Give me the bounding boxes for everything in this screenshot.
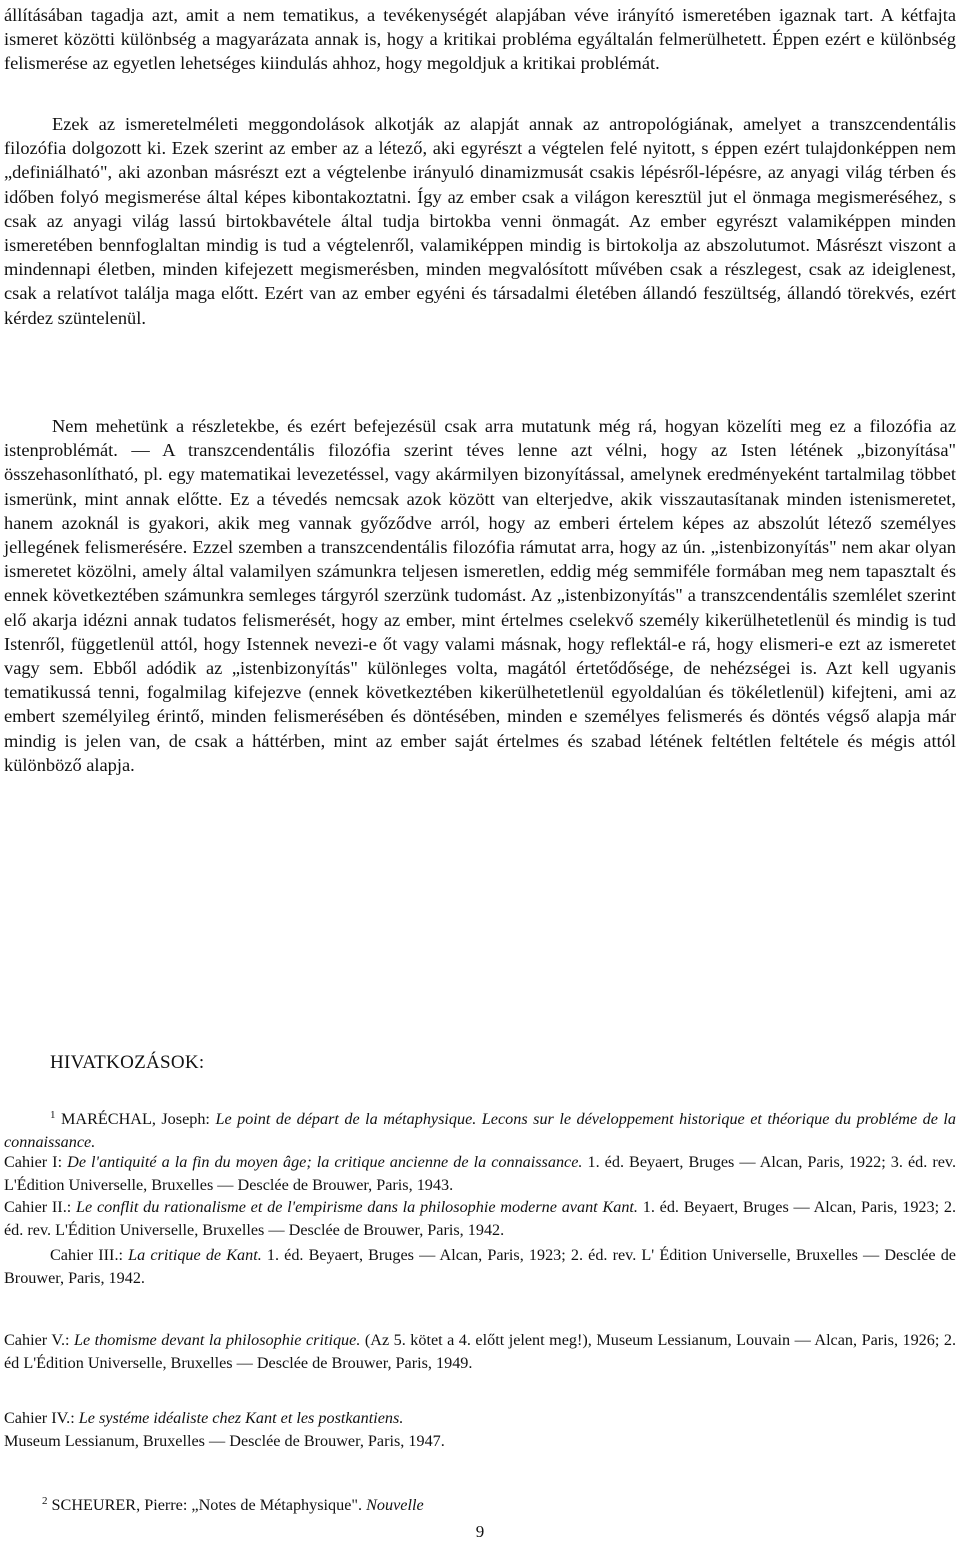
reference-label: Cahier V.: (4, 1331, 74, 1349)
reference-title: Nouvelle (366, 1496, 424, 1514)
paragraph-anthropology: Ezek az ismeretelméleti meggondolások alkotják az alapját annak az antropológiának, amelyet a transzcendentális filozófia dolgozott ki. Ezek szerint az ember az a létező, aki egyrészt a végtelen felé nyitott, s éppen ezért tulajdonképpen nem „definiálható", aki azonban másrészt ezt a végtelenbe irányuló dinamizmusát csakis lépésről-lépésre, az anyagi világ térben és időben folyó megismerése által képes kibontakoztatni. Így az ember csak a világon keresztül jut el önmaga megismeréséhez, s csak az anyagi világ lassú birtokbavétele által tudja birtokba venni önmagát. Az ember egyrészt valamiképpen minden ismeretében bennfoglaltan mindig is tud a végtelenről, valamiképpen mindig is birtokolja az abszolutumot. Másrészt viszont a mindennapi életben, minden kifejezett megismerésben, minden megvalósított művében csak a részlegest, csak az ideiglenest, csak a relatívot találja maga előtt. Ezért van az ember egyéni és társadalmi életében állandó feszültség, állandó törekvés, ezért kérdez szüntelenül. (4, 114, 956, 328)
reference-label: Cahier III.: (50, 1246, 129, 1264)
page-number: 9 (475, 1522, 485, 1541)
reference-label: Cahier I: (4, 1153, 68, 1171)
reference-title: Le conflit du rationalisme et de l'empirisme dans la philosophie moderne avant Kant. (76, 1198, 638, 1216)
reference-title: Le point de départ de la métaphysique. Lecons sur le développement historique et théorique du probléme de la connaissance. (4, 1110, 956, 1151)
reference-publication: (Az 5. kötet a 4. előtt jelent meg!), Museum Lessianum, Louvain — Alcan, Paris, 1926; 2. éd L'Édition Universelle, Bruxelles — Desclée de Brouwer, Paris, 1949. (4, 1331, 956, 1372)
reference-publication: 1. éd. Beyaert, Bruges — Alcan, Paris, 1922; 3. éd. rev. L'Édition Universelle, Bruxelles — Desclée de Brouwer, Paris, 1943. (4, 1153, 956, 1194)
reference-cahier-4 (4, 1407, 956, 1452)
paragraph-god-problem: Nem mehetünk a részletekbe, és ezért befejezésül csak arra mutatunk még rá, hogyan közelíti meg ez a filozófia az istenproblémát. — A transzcendentális filozófia szerint téves lenne azt vélni, hogy az Isten létének „bizonyítása" összehasonlítható, pl. egy matematikai levezetéssel, vagy akármilyen bizonyítással, amelynek eredményeként tartalmilag többet ismerünk, mint annak előtte. Ez a tévedés nemcsak azok között van elterjedve, akik visszautasítanak minden istenismeretet, hanem azoknál is gyakori, akik meg vannak győződve arról, hogy az emberi értelem képes az abszolút létező személyes jellegének felismerésére. Ezzel szemben a transzcendentális filozófia rámutat arra, hogy az ún. „istenbizonyítás" nem akar olyan ismeretet közölni, amely által valamilyen számunkra teljesen ismeretlen, eddig még semmiféle formában meg nem tapasztalt és ennek következtében számunkra semleges tárgyról szerzünk tudomást. Az „istenbizonyítás" a transzcendentális szemlélet szerint elő akarja idézni annak tudatos felismerését, hogy az ember, mint értelmes cselekvő személy kikerülhetetlenül és mindig is tud Istenről, függetlenül attól, hogy Istennek nevezi-e őt vagy valami másnak, hogy reflektál-e rá, hogy elismeri-e ezt az ismeretet vagy sem. Ebből adódik az „istenbizonyítás" különleges volta, magától értetődősége, de nehézségei is. Azt kell ugyanis tematikussá tenni, fogalmilag kifejezve (ennek következtében kikerülhetetlenül egyoldalúan és tökéletlenül) kifejteni, ami az embert személyileg érintő, minden felismerésében és döntésében, minden e személyes felismerés és döntés végső alapja már mindig is jelen van, de csak a háttérben, mint az ember saját értelmes és szabad létének feltétlen feltétele és mégis attól különböző alapja. (4, 416, 956, 775)
reference-cahier-2 (4, 1196, 956, 1241)
footnote-number: 2 (42, 1495, 48, 1507)
reference-author: SCHEURER, Pierre: „Notes de Métaphysique". (47, 1496, 367, 1514)
reference-cahier-5 (4, 1329, 956, 1374)
reference-title: De l'antiquité a la fin du moyen âge; la critique ancienne de la connaissance. (67, 1153, 583, 1171)
reference-publication: 1. éd. Beyaert, Bruges — Alcan, Paris, 1923; 2. éd. rev. L'Édition Universelle, Bruxelles — Desclée de Brouwer, Paris, 1942. (4, 1198, 957, 1239)
reference-publication: Museum Lessianum, Bruxelles — Desclée de Brouwer, Paris, 1947. (4, 1431, 445, 1450)
reference-cahier-1 (4, 1151, 956, 1196)
reference-1 (4, 1104, 956, 1153)
reference-title: Le systéme idéaliste chez Kant et les postkantiens. (78, 1409, 404, 1427)
reference-title: Le thomisme devant la philosophie critique. (74, 1331, 361, 1349)
paragraph-continuation: állításában tagadja azt, amit a nem tematikus, a tevékenységét alapjában véve irányító ismeretében igaznak tart. A kétfajta ismeret közötti különbség a magyarázata annak is, hogy a kritikai probléma egyáltalán felmerülhetett. Éppen ezért e különbség felismerése az egyetlen lehetséges kiindulás ahhoz, hogy megoldjuk a kritikai problémát. (4, 5, 956, 74)
reference-title: La critique de Kant. (128, 1246, 262, 1264)
reference-author: MARÉCHAL, Joseph: (61, 1110, 216, 1128)
reference-2 (4, 1490, 956, 1517)
footnote-number: 1 (50, 1109, 56, 1121)
reference-label: Cahier II.: (4, 1198, 77, 1216)
reference-publication: 1. éd. Beyaert, Bruges — Alcan, Paris, 1923; 2. éd. rev. L' Édition Universelle, Bruxelles — Desclée de Brouwer, Paris, 1942. (4, 1246, 956, 1287)
reference-cahier-3 (4, 1244, 956, 1289)
reference-label: Cahier IV.: (4, 1409, 79, 1427)
references-heading: HIVATKOZÁSOK: (50, 1052, 205, 1073)
